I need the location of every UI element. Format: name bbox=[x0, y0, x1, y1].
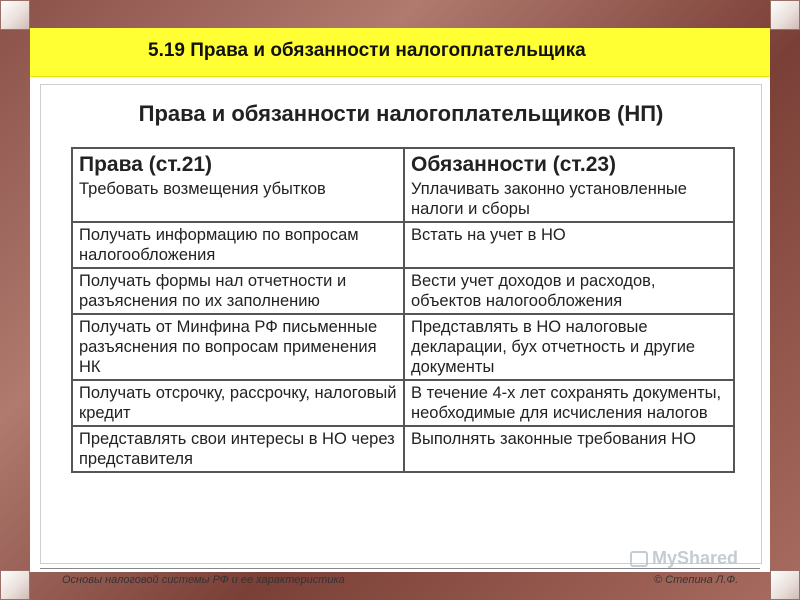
slide-title: 5.19 Права и обязанности налогоплательщика bbox=[148, 40, 586, 61]
table-cell-right: Получать отсрочку, рассрочку, налоговый кредит bbox=[72, 380, 404, 426]
watermark-logo bbox=[630, 548, 738, 569]
table-cell-right: Получать информацию по вопросам налогообложения bbox=[72, 222, 404, 268]
column-header-duties: Обязанности (ст.23) bbox=[404, 148, 734, 177]
footer-course-title: Основы налоговой системы РФ и ее характеристика bbox=[62, 574, 345, 586]
table-cell-right: Представлять свои интересы в НО через представителя bbox=[72, 426, 404, 472]
table-cell-duty: В течение 4-х лет сохранять документы, необходимые для исчисления налогов bbox=[404, 380, 734, 426]
table-cell-duty: Уплачивать законно установленные налоги и сборы bbox=[404, 177, 734, 222]
table-row bbox=[72, 314, 734, 380]
table-header-row bbox=[72, 148, 734, 177]
frame-corner bbox=[770, 0, 800, 30]
frame-corner bbox=[0, 0, 30, 30]
frame-corner bbox=[0, 570, 30, 600]
table-row bbox=[72, 426, 734, 472]
rights-duties-table bbox=[71, 147, 735, 473]
table-row bbox=[72, 177, 734, 222]
watermark-text: MyShared bbox=[652, 548, 739, 568]
table-row bbox=[72, 268, 734, 314]
table-cell-duty: Встать на учет в НО bbox=[404, 222, 734, 268]
table-row bbox=[72, 222, 734, 268]
table-cell-duty: Выполнять законные требования НО bbox=[404, 426, 734, 472]
table-cell-right: Получать формы нал отчетности и разъяснения по их заполнению bbox=[72, 268, 404, 314]
footer-author: © Степина Л.Ф. bbox=[654, 574, 739, 586]
table-cell-right: Получать от Минфина РФ письменные разъяснения по вопросам применения НК bbox=[72, 314, 404, 380]
frame-corner bbox=[770, 570, 800, 600]
presentation-icon bbox=[630, 551, 648, 567]
table-cell-duty: Вести учет доходов и расходов, объектов налогообложения bbox=[404, 268, 734, 314]
table-cell-right: Требовать возмещения убытков bbox=[72, 177, 404, 222]
content-heading: Права и обязанности налогоплательщиков (НП) bbox=[138, 101, 664, 126]
content-panel bbox=[40, 84, 762, 564]
table-row bbox=[72, 380, 734, 426]
table-cell-duty: Представлять в НО налоговые декларации, бух отчетность и другие документы bbox=[404, 314, 734, 380]
footer-divider bbox=[40, 568, 760, 569]
slide-body bbox=[30, 28, 770, 586]
title-bar bbox=[30, 28, 770, 77]
column-header-rights: Права (ст.21) bbox=[72, 148, 404, 177]
